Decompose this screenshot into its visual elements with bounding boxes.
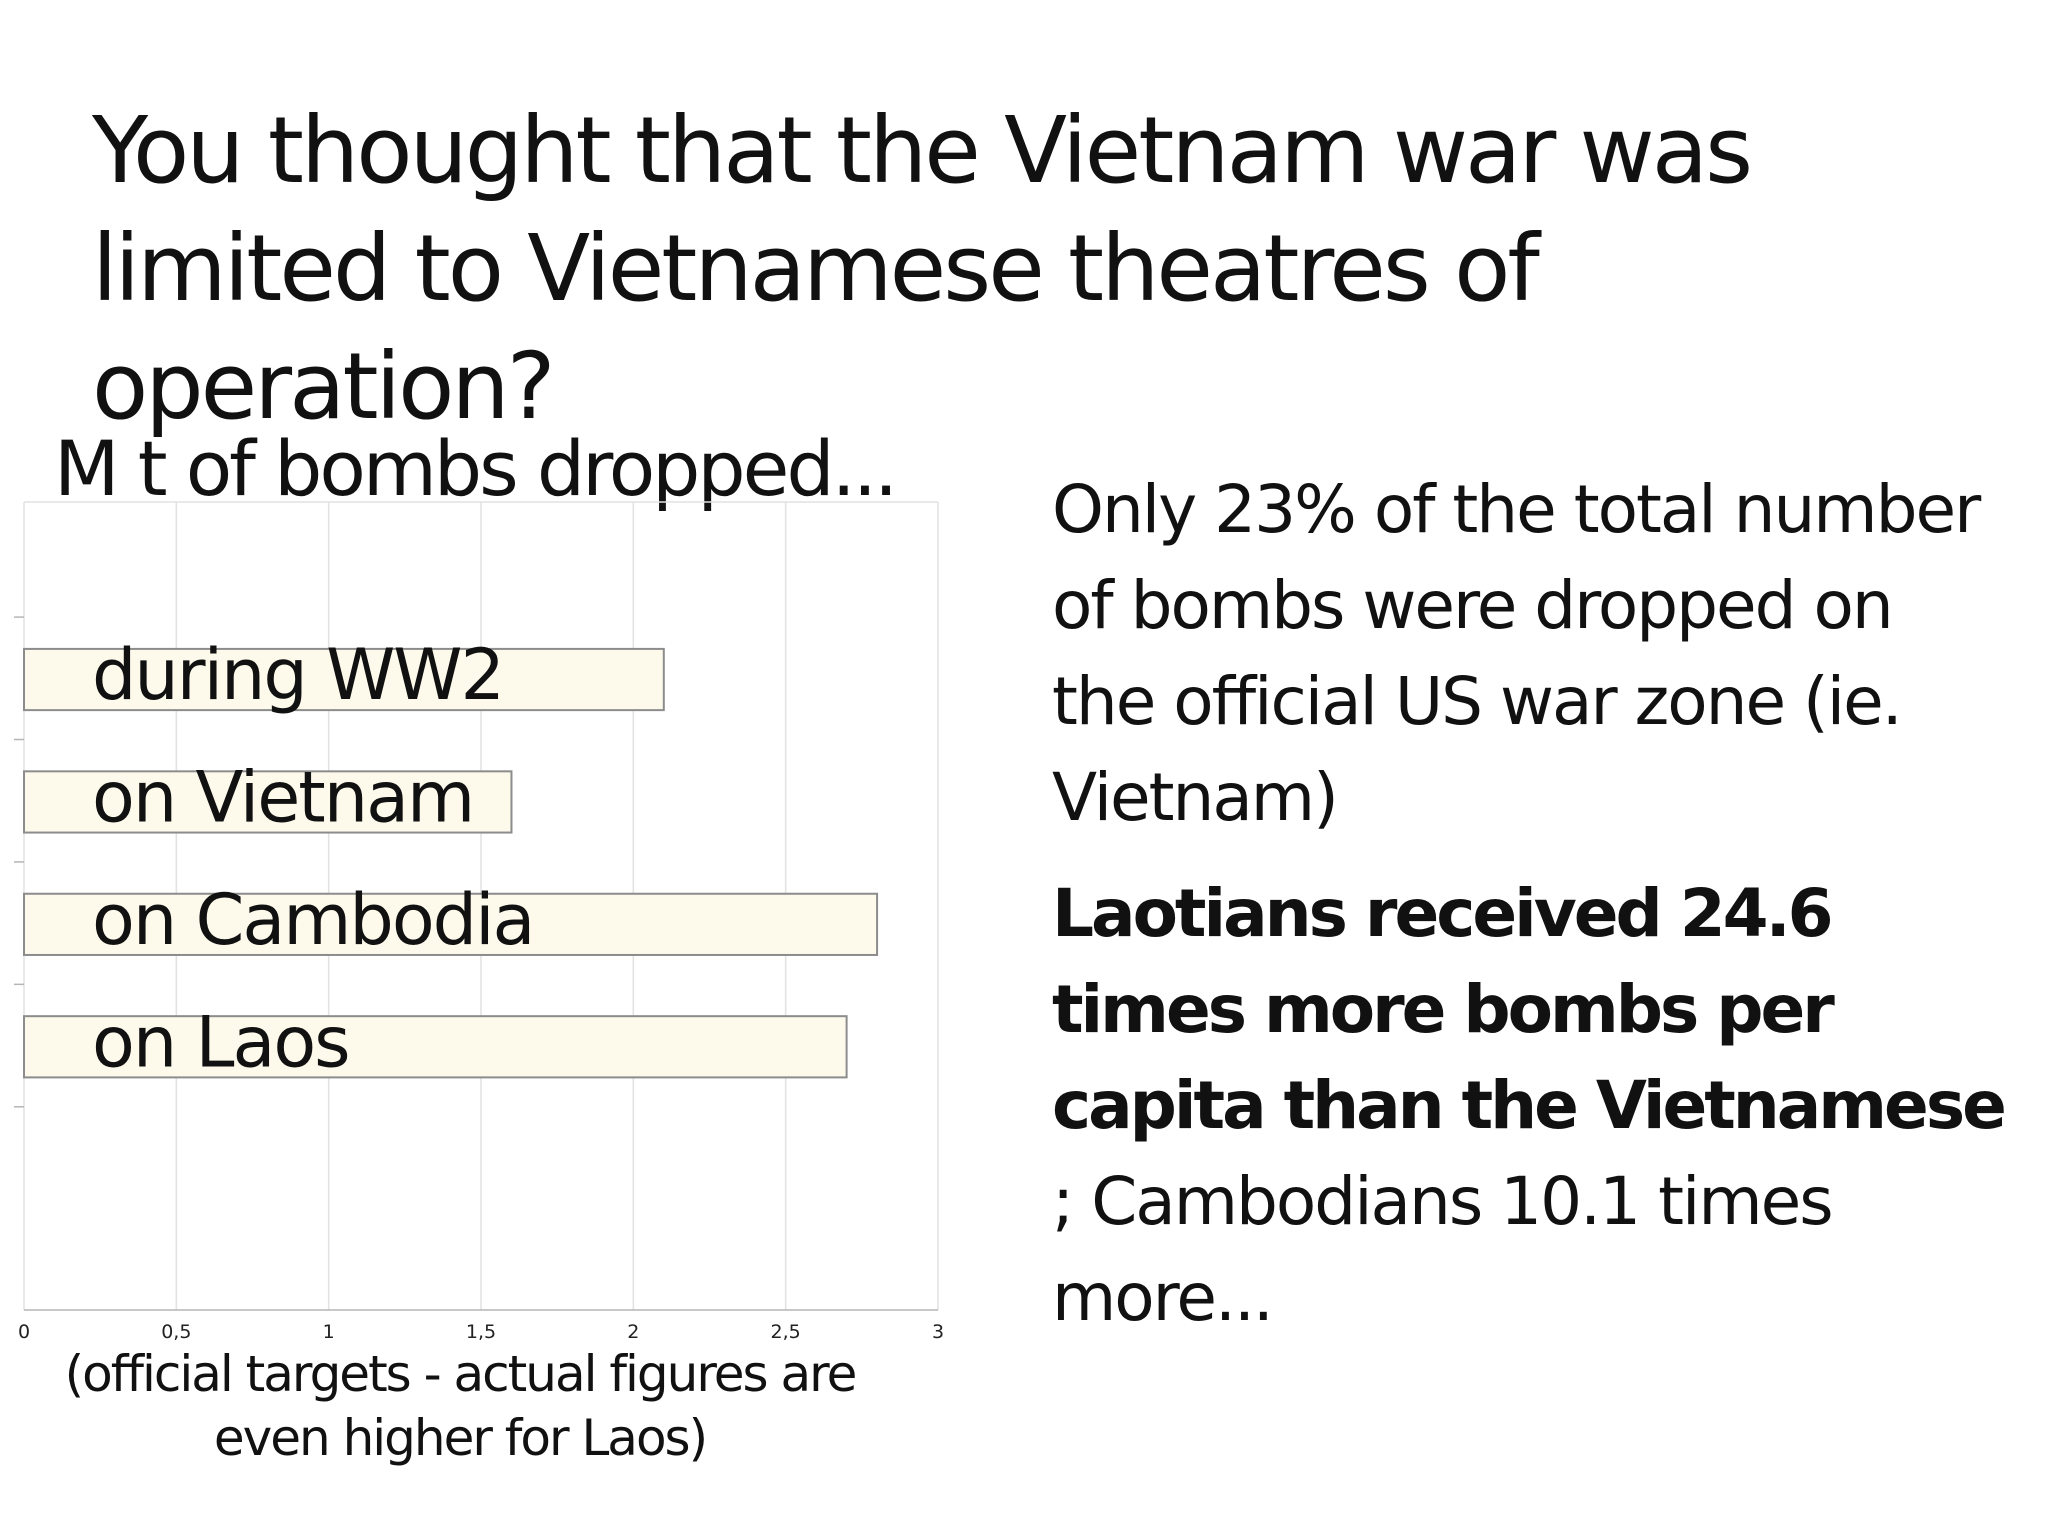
chart-bars xyxy=(24,634,877,1083)
x-tick-label: 1 xyxy=(322,1321,335,1343)
bar-label: during WW2 xyxy=(92,634,504,717)
slide-title: You thought that the Vietnam war was limited to Vietnamese theatres of operation? xyxy=(92,97,1751,440)
x-tick-label: 3 xyxy=(931,1321,945,1343)
cambodians-comparison: ; Cambodians 10.1 times more... xyxy=(1052,1163,1832,1336)
info-paragraph-per-capita xyxy=(1052,866,2012,1346)
x-tick-label: 0,5 xyxy=(161,1321,192,1343)
laotians-highlight: Laotians received 24.6 times more bombs per capita than the Vietnamese xyxy=(1052,875,2004,1144)
bar-label: on Laos xyxy=(92,1001,349,1084)
bar-label: on Cambodia xyxy=(92,878,534,961)
bomb-bar-chart xyxy=(0,490,960,1350)
chart-title: M t of bombs dropped... xyxy=(54,424,896,513)
chart-footnote: (official targets - actual figures are even higher for Laos) xyxy=(64,1345,856,1467)
bar-label: on Vietnam xyxy=(92,756,474,839)
x-axis-ticks xyxy=(18,1321,944,1343)
x-tick-label: 1,5 xyxy=(465,1321,497,1343)
x-tick-label: 2 xyxy=(627,1321,640,1343)
x-tick-label: 0 xyxy=(17,1321,31,1343)
x-tick-label: 2,5 xyxy=(770,1321,801,1343)
info-paragraph-vietnam-share: Only 23% of the total number of bombs were dropped on the official US war zone (ie. Vietnam) xyxy=(1052,471,1980,836)
side-text-panel xyxy=(1052,462,2012,1346)
